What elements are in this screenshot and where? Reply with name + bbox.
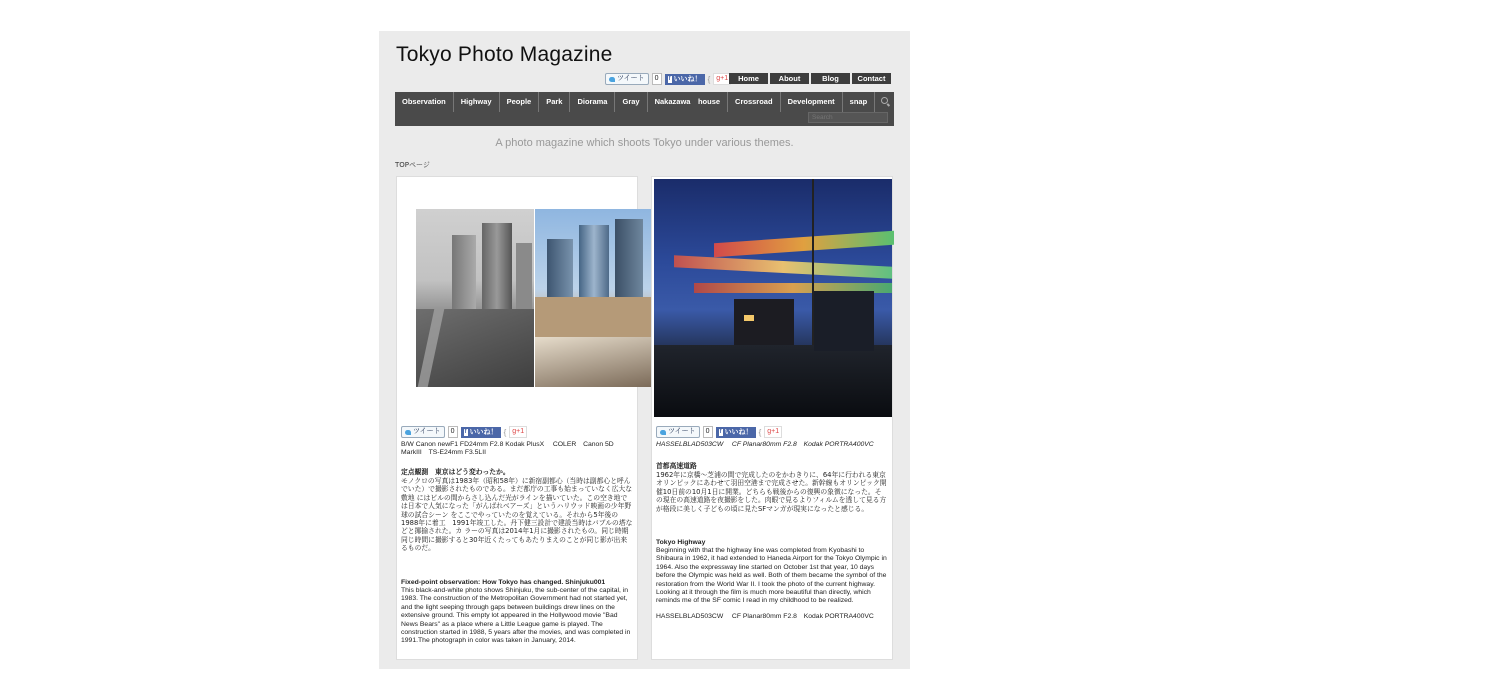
- search-icon[interactable]: [881, 97, 888, 104]
- post-en-title: Fixed-point observation: How Tokyo has changed. Shinjuku001: [401, 579, 606, 586]
- post-card-shinjuku: [396, 176, 638, 660]
- post-photo-highway[interactable]: [654, 179, 892, 417]
- nav-about[interactable]: About: [770, 73, 809, 84]
- post-en-body: This black-and-white photo shows Shinjuku, the sub-center of the capital, in 1983. The construction of the Metropolitan Government had not started yet, and the light seeping through gaps between buildings drew lines on the extensive ground. This empty lot appeared in the Hollywood movie "Bad News Bears" as a place where a Little League game is played. The construction started in 1988, 5 years after the movies, and was completed in 1991.The photograph in color was taken in January, 2014.: [401, 587, 631, 645]
- post-jp-body: 1962年に京橋～芝浦の間で完成したのをかわきりに、64年に行われる東京オリンピックにあわせて羽田空港まで完成させた。新幹線もオリンピック開催10日前の10月1日に開業。どちらも戦後からの復興の象徴になった。その現在の高速道路を夜撮影をした。肉眼で見るよりフィルムを透して見る方が格段に美しく子どもの頃に見たSFマンガが現実になったと感じる。: [656, 471, 887, 513]
- post-jp-title: 定点観測 東京はどう変わったか。: [401, 468, 510, 476]
- nav-development[interactable]: Development: [781, 92, 843, 112]
- main-nav: [395, 92, 894, 126]
- nav-snap[interactable]: snap: [843, 92, 876, 112]
- like-count: 0: [448, 426, 458, 438]
- color-photo: [535, 209, 653, 387]
- tweet-button[interactable]: ツイート: [605, 73, 649, 85]
- brace-icon: {: [758, 427, 762, 437]
- nav-observation[interactable]: Observation: [395, 92, 454, 112]
- post-gear: B/W Canon newF1 FD24mm F2.8 Kodak PlusX COLER Canon 5D MarkIII TS-E24mm F3.5LII: [401, 441, 614, 457]
- like-count: 0: [703, 426, 713, 438]
- breadcrumb[interactable]: TOPページ: [395, 161, 430, 169]
- twitter-bird-icon: [405, 430, 411, 435]
- like-button[interactable]: f いいね！: [665, 74, 705, 85]
- brace-icon: {: [503, 427, 507, 437]
- post-card-highway: [651, 176, 893, 660]
- like-button[interactable]: f いいね！: [461, 427, 501, 438]
- like-count: 0: [652, 73, 662, 85]
- post-en-title: Tokyo Highway: [656, 539, 706, 546]
- tweet-button[interactable]: ツイート: [401, 426, 445, 438]
- post-jp-title: 首都高速道路: [656, 462, 697, 470]
- post-social-bar: [401, 426, 527, 438]
- nav-diorama[interactable]: Diorama: [570, 92, 615, 112]
- site-title[interactable]: Tokyo Photo Magazine: [396, 43, 613, 66]
- site-tagline: A photo magazine which shoots Tokyo under various themes.: [495, 137, 794, 149]
- nav-people[interactable]: People: [500, 92, 540, 112]
- tweet-button[interactable]: ツイート: [656, 426, 700, 438]
- facebook-icon: f: [719, 428, 722, 435]
- nav-park[interactable]: Park: [539, 92, 570, 112]
- post-en-body: Beginning with that the highway line was completed from Kyobashi to Shibaura in 1962, it had extended to Haneda Airport for the Tokyo Olympic in 1964. Also the expressway line started on October 1st that year, 10 days before the Olympic was held as well. Both of them became the symbol of the restoration from the World War II. I took the photo of the current highway. Looking at it through the film is much more beautiful than directly, which reminds me of the SF comic I read in my childhood to be realized.: [656, 547, 887, 605]
- bw-photo: [416, 209, 534, 387]
- brace-icon: {: [707, 74, 711, 84]
- page-container: [379, 31, 910, 669]
- post-jp-body: モノクロの写真は1983年（昭和58年）に新宿副都心（当時は副都心と呼んでいた）で撮影されたものである。まだ都庁の工事も始まっていなく広大な敷地 にはビルの間からさし込んだ光がラインを描いていた。この空き地では日本で人気になった「がんばれベアーズ」というハリウッド映画の少年野球の試合シーン をここでやっていたのを覚えている。それから5年後の1988年に着工 1991年竣工した。丹下健三設計で建設当時はバブルの塔などと揶揄された。カ ラーの写真は2014年1月に撮影されたもの。同じ時期 同じ時間に撮影すると30年近くたってもあたりまえのことが同じ影が出来るものだ。: [401, 477, 636, 553]
- twitter-bird-icon: [660, 430, 666, 435]
- header-social-bar: [605, 73, 731, 85]
- nav-gray[interactable]: Gray: [615, 92, 647, 112]
- nav-contact[interactable]: Contact: [852, 73, 891, 84]
- top-nav: [729, 73, 891, 84]
- gplus-button[interactable]: g+1: [509, 426, 527, 438]
- post-social-bar: [656, 426, 782, 438]
- facebook-icon: f: [464, 428, 467, 435]
- post-photo-shinjuku[interactable]: [398, 178, 636, 416]
- post-gear: HASSELBLAD503CW CF Planar80mm F2.8 Kodak PORTRA400VC: [656, 441, 874, 448]
- nav-nakazawa-house[interactable]: Nakazawa house: [648, 92, 728, 112]
- nav-home[interactable]: Home: [729, 73, 768, 84]
- twitter-bird-icon: [609, 77, 615, 82]
- post-gear-footer: HASSELBLAD503CW CF Planar80mm F2.8 Kodak PORTRA400VC: [656, 613, 874, 620]
- gplus-button[interactable]: g+1: [713, 73, 731, 85]
- search-input[interactable]: [808, 112, 888, 123]
- nav-blog[interactable]: Blog: [811, 73, 850, 84]
- nav-highway[interactable]: Highway: [454, 92, 500, 112]
- nav-crossroad[interactable]: Crossroad: [728, 92, 781, 112]
- like-button[interactable]: f いいね！: [716, 427, 756, 438]
- facebook-icon: f: [668, 75, 671, 82]
- gplus-button[interactable]: g+1: [764, 426, 782, 438]
